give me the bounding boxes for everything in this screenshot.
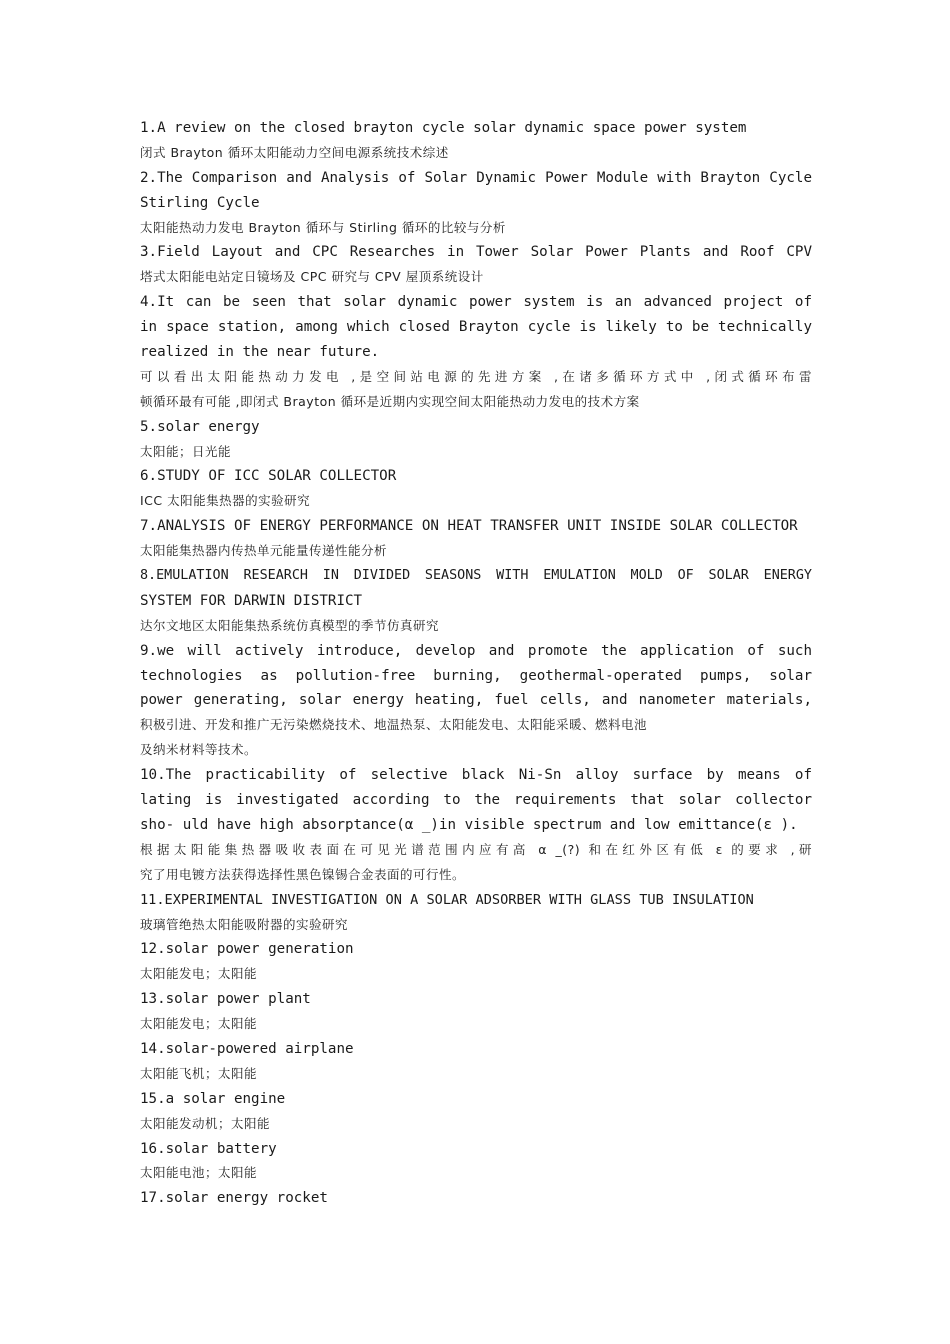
text-line: 14.solar-powered airplane <box>140 1040 354 1057</box>
text-line: 及纳米材料等技术。 <box>140 742 258 758</box>
text-line: 13.solar power plant <box>140 991 311 1008</box>
text-line: 4.It can be seen that solar dynamic power system is an advanced project of <box>140 294 812 311</box>
text-line: 玻璃管绝热太阳能吸附器的实验研究 <box>140 916 349 932</box>
text-line: 3.Field Layout and CPC Researches in Tower Solar Power Plants and Roof CPV <box>140 244 812 261</box>
text-line: sho- uld have high absorptance(α _)in visible spectrum and low emittance(ε ). <box>140 816 798 833</box>
text-line: 太阳能飞机；太阳能 <box>140 1065 258 1081</box>
text-line: 12.solar power generation <box>140 941 354 958</box>
text-line: 闭式 Brayton 循环太阳能动力空间电源系统技术综述 <box>140 144 449 160</box>
text-line: 9.we will actively introduce, develop and promote the application of such <box>140 642 812 659</box>
text-line: 8.EMULATION RESEARCH IN DIVIDED SEASONS WITH EMULATION MOLD OF SOLAR ENERGY <box>140 568 812 584</box>
text-line: 15.a solar engine <box>140 1090 286 1107</box>
text-line: power generating, solar energy heating, fuel cells, and nanometer materials, <box>140 692 812 709</box>
text-line: 太阳能热动力发电 Brayton 循环与 Stirling 循环的比较与分析 <box>140 219 506 235</box>
text-line: technologies as pollution-free burning, geothermal-operated pumps, solar <box>140 667 812 684</box>
text-line: in space station, among which closed Brayton cycle is likely to be technically <box>140 319 812 336</box>
text-line: 顿循环最有可能 ,即闭式 Brayton 循环是近期内实现空间太阳能热动力发电的技术方案 <box>140 393 640 409</box>
text-line: lating is investigated according to the requirements that solar collector <box>140 792 812 809</box>
text-line: 积极引进、开发和推广无污染燃烧技术、地温热泵、太阳能发电、太阳能采暖、燃料电池 <box>140 717 648 733</box>
text-line: 太阳能发动机；太阳能 <box>140 1115 271 1131</box>
text-line: 16.solar battery <box>140 1140 277 1157</box>
text-line: 根据太阳能集热器吸收表面在可见光谱范围内应有高 α _(?) 和在红外区有低 ε 的要求 ,研 <box>140 841 812 857</box>
text-line: 5.solar energy <box>140 418 260 435</box>
text-line: 1.A review on the closed brayton cycle solar dynamic space power system <box>140 120 747 136</box>
document-body <box>140 116 812 1211</box>
text-line: 太阳能电池；太阳能 <box>140 1165 258 1181</box>
text-line: SYSTEM FOR DARWIN DISTRICT <box>140 592 363 609</box>
text-line: 11.EXPERIMENTAL INVESTIGATION ON A SOLAR ADSORBER WITH GLASS TUB INSULATION <box>140 891 754 908</box>
text-line: 达尔文地区太阳能集热系统仿真模型的季节仿真研究 <box>140 617 440 633</box>
text-line: 2.The Comparison and Analysis of Solar Dynamic Power Module with Brayton Cycle <box>140 169 812 186</box>
text-line: 太阳能发电；太阳能 <box>140 1016 258 1032</box>
text-line: Stirling Cycle <box>140 194 260 211</box>
text-line: 可以看出太阳能热动力发电 ,是空间站电源的先进方案 ,在诸多循环方式中 ,闭式循环布雷 <box>140 368 812 384</box>
text-line: ICC 太阳能集热器的实验研究 <box>140 493 311 509</box>
text-line: 塔式太阳能电站定日镜场及 CPC 研究与 CPV 屋顶系统设计 <box>140 269 484 285</box>
text-line: 太阳能集热器内传热单元能量传递性能分析 <box>140 543 388 559</box>
text-line: 太阳能发电；太阳能 <box>140 966 258 982</box>
text-line: 6.STUDY OF ICC SOLAR COLLECTOR <box>140 468 397 485</box>
text-line: 究了用电镀方法获得选择性黑色镍锡合金表面的可行性。 <box>140 866 466 882</box>
text-line: realized in the near future. <box>140 344 380 361</box>
text-line: 太阳能；日光能 <box>140 443 232 459</box>
text-line: 7.ANALYSIS OF ENERGY PERFORMANCE ON HEAT TRANSFER UNIT INSIDE SOLAR COLLECTOR <box>140 518 798 535</box>
text-line: 10.The practicability of selective black Ni-Sn alloy surface by means of <box>140 767 812 784</box>
text-line: 17.solar energy rocket <box>140 1190 328 1207</box>
